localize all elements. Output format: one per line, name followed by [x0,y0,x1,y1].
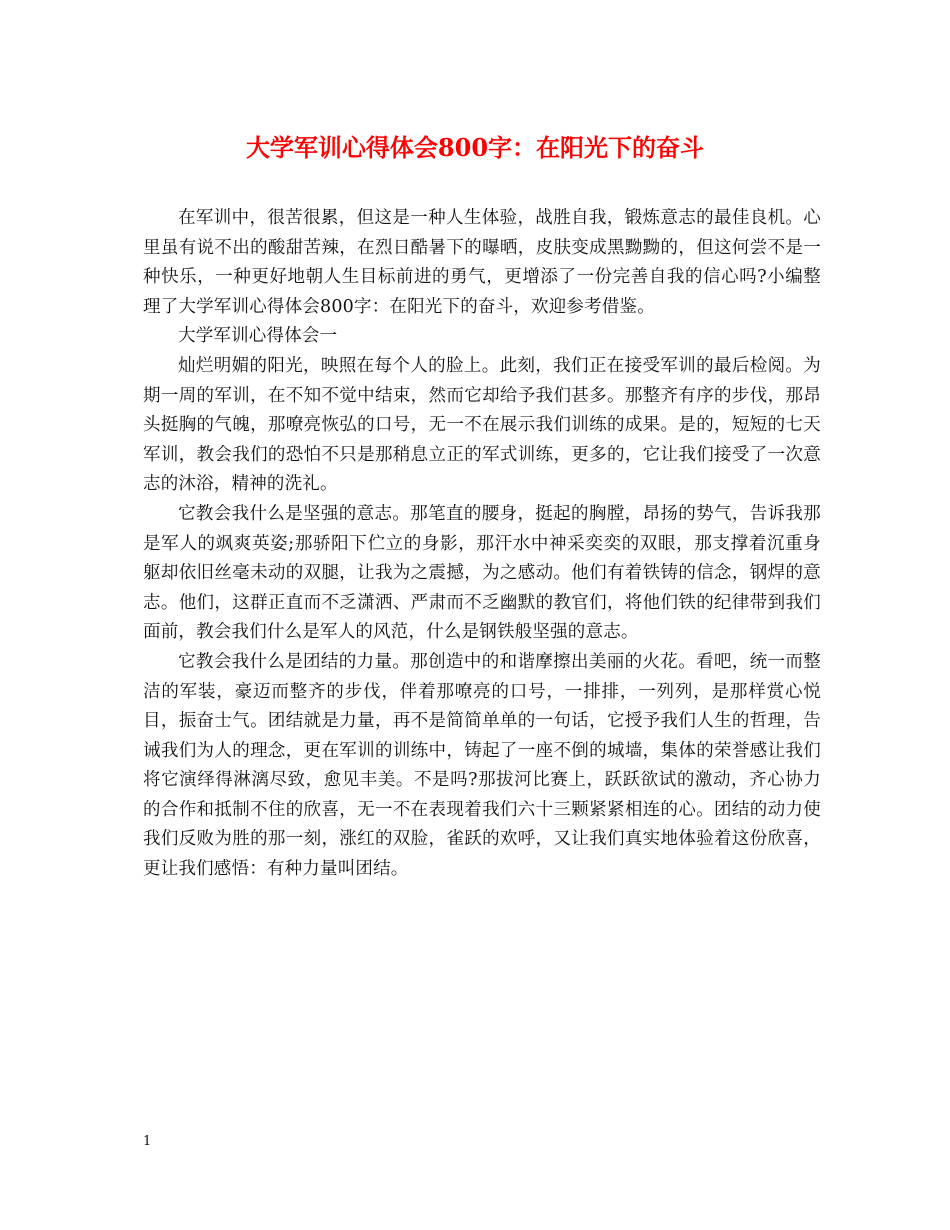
paragraph-unity: 它教会我什么是团结的力量。那创造中的和谐摩擦出美丽的火花。看吧，统一而整洁的军装，豪迈而整齐的步伐，伴着那嘹亮的口号，一排排，一列列，是那样赏心悦目，振奋士气。团结就是力量，再不是简简单单的一句话，它授予我们人生的哲理，告诫我们为人的理念，更在军训的训练中，铸起了一座不倒的城墙，集体的荣誉感让我们将它演绎得淋漓尽致，愈见丰美。不是吗?那拔河比赛上，跃跃欲试的激动，齐心协力的合作和抵制不住的欣喜，无一不在表现着我们六十三颗紧紧相连的心。团结的动力使我们反败为胜的那一刻，涨红的双脸，雀跃的欢呼，又让我们真实地体验着这份欣喜，更让我们感悟：有种力量叫团结。 [143,651,821,880]
page-number: 1 [143,1134,152,1149]
document-title: 大学军训心得体会800字：在阳光下的奋斗 [245,133,705,162]
paragraph-intro: 在军训中，很苦很累，但这是一种人生体验，战胜自我，锻炼意志的最佳良机。心里虽有说不出的酸甜苦辣，在烈日酷暑下的曝晒，皮肤变成黑黝黝的，但这何尝不是一种快乐，一种更好地朝人生目标前进的勇气，更增添了一份完善自我的信心吗?小编整理了大学军训心得体会800字：在阳光下的奋斗，欢迎参考借鉴。 [143,208,821,317]
paragraph-sunshine: 灿烂明媚的阳光，映照在每个人的脸上。此刻，我们正在接受军训的最后检阅。为期一周的军训，在不知不觉中结束，然而它却给予我们甚多。那整齐有序的步伐，那昂头挺胸的气魄，那嘹亮恢弘的口号，无一不在展示我们训练的成果。是的，短短的七天军训，教会我们的恐怕不只是那稍息立正的军式训练，更多的，它让我们接受了一次意志的沐浴，精神的洗礼。 [143,355,821,495]
paragraph-will: 它教会我什么是坚强的意志。那笔直的腰身，挺起的胸膛，昂扬的势气，告诉我那是军人的飒爽英姿;那骄阳下伫立的身影，那汗水中神采奕奕的双眼，那支撑着沉重身躯却依旧丝毫未动的双腿，让我为之震撼，为之感动。他们有着铁铸的信念，钢焊的意志。他们，这群正直而不乏潇洒、严肃而不乏幽默的教官们，将他们铁的纪律带到我们面前，教会我们什么是军人的风范，什么是钢铁般坚强的意志。 [143,503,821,643]
document-body [143,204,821,885]
section-heading: 大学军训心得体会一 [178,326,338,347]
